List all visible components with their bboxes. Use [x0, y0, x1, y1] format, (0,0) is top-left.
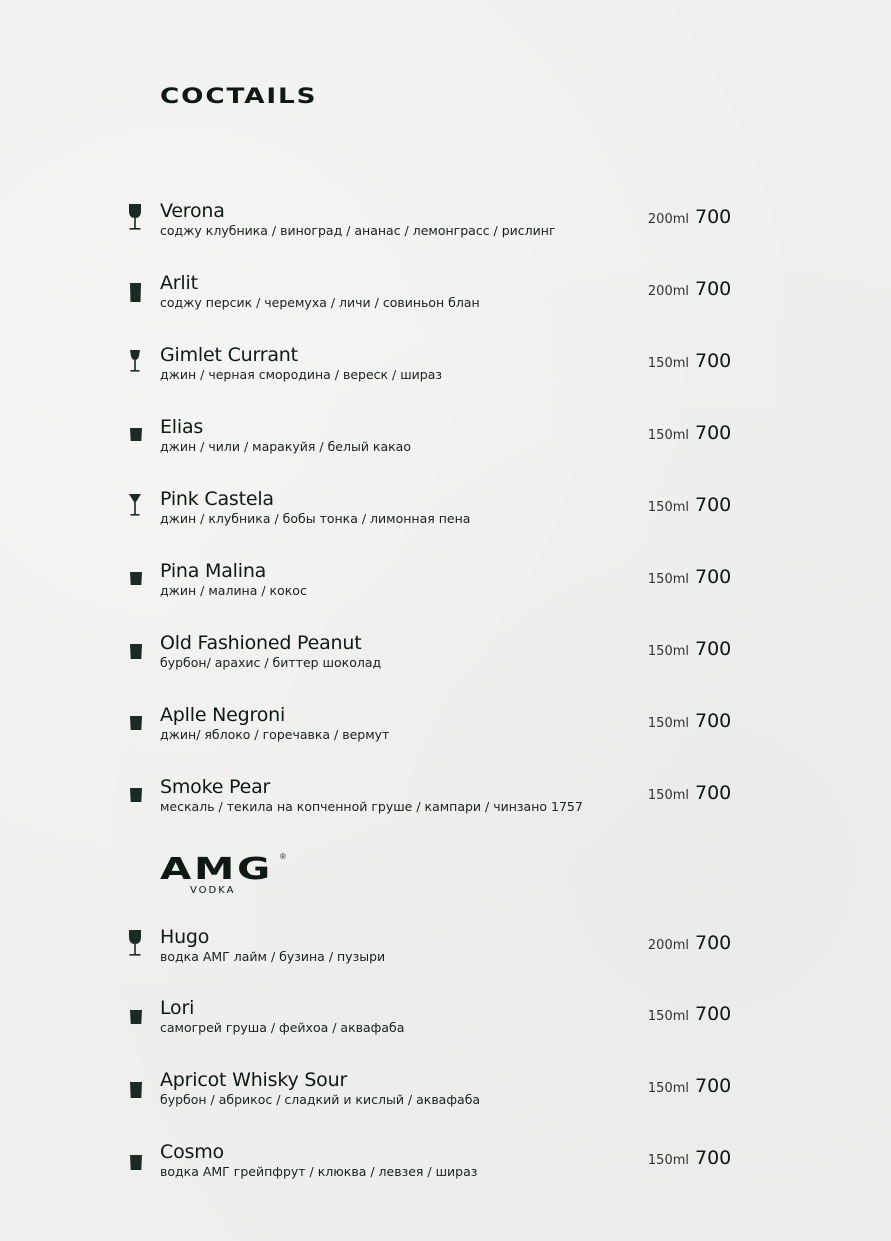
menu-item: [0, 1141, 891, 1191]
menu-item: [0, 200, 891, 250]
item-name: Smoke Pear: [160, 776, 271, 798]
item-volume: 150ml: [647, 572, 689, 587]
item-price: 700: [695, 350, 732, 372]
item-price: 700: [695, 638, 732, 660]
rocks-glass-icon: [126, 632, 146, 666]
item-volume: 150ml: [647, 428, 689, 443]
section-title-cocktails: COCTAILS: [160, 84, 318, 108]
item-description: мескаль / текила на копченной груше / кампари / чинзано 1757: [160, 799, 583, 814]
item-name: Pink Castela: [160, 488, 274, 510]
wine-glass-icon: [126, 344, 146, 378]
item-volume: 200ml: [647, 938, 689, 953]
item-name: Cosmo: [160, 1141, 224, 1163]
amg-vodka-logo: [160, 852, 290, 900]
item-description: водка АМГ грейпфрут / клюква / левзея / шираз: [160, 1164, 478, 1179]
item-volume: 150ml: [647, 356, 689, 371]
menu-item: [0, 704, 891, 754]
rocks-glass-icon: [126, 1141, 146, 1175]
item-price: 700: [695, 278, 732, 300]
rocks-glass-icon: [126, 560, 146, 594]
item-description: джин/ яблоко / горечавка / вермут: [160, 727, 390, 742]
wine-glass-icon: [126, 926, 146, 960]
item-volume: 150ml: [647, 500, 689, 515]
item-price: 700: [695, 1003, 732, 1025]
item-price: 700: [695, 566, 732, 588]
item-price: 700: [695, 782, 732, 804]
item-description: водка АМГ лайм / бузина / пузыри: [160, 949, 386, 964]
menu-item: [0, 926, 891, 976]
item-description: джин / малина / кокос: [160, 583, 307, 598]
item-name: Verona: [160, 200, 225, 222]
rocks-glass-icon: [126, 1069, 146, 1103]
wine-glass-icon: [126, 200, 146, 234]
item-name: Gimlet Currant: [160, 344, 298, 366]
item-price: 700: [695, 206, 732, 228]
item-volume: 150ml: [647, 644, 689, 659]
amg-sub-text: VODKA: [190, 885, 236, 896]
rocks-glass-icon: [126, 997, 146, 1031]
menu-item: [0, 272, 891, 322]
highball-glass-icon: [126, 272, 146, 306]
item-name: Hugo: [160, 926, 210, 948]
item-description: самогрей груша / фейхоа / аквафаба: [160, 1020, 405, 1035]
item-description: бурбон / абрикос / сладкий и кислый / аквафаба: [160, 1092, 481, 1107]
item-name: Old Fashioned Peanut: [160, 632, 362, 654]
item-price: 700: [695, 932, 732, 954]
item-name: Arlit: [160, 272, 198, 294]
item-volume: 200ml: [647, 212, 689, 227]
item-name: Pina Malina: [160, 560, 267, 582]
item-description: джин / чили / маракуйя / белый какао: [160, 439, 411, 454]
rocks-glass-icon: [126, 776, 146, 810]
item-description: джин / клубника / бобы тонка / лимонная пена: [160, 511, 471, 526]
item-name: Apricot Whisky Sour: [160, 1069, 348, 1091]
item-price: 700: [695, 1075, 732, 1097]
item-name: Elias: [160, 416, 204, 438]
item-name: Aplle Negroni: [160, 704, 286, 726]
menu-item: [0, 632, 891, 682]
item-price: 700: [695, 494, 732, 516]
menu-item: [0, 1069, 891, 1119]
item-description: соджу клубника / виноград / ананас / лемонграсс / рислинг: [160, 223, 556, 238]
item-price: 700: [695, 710, 732, 732]
item-description: джин / черная смородина / вереск / шираз: [160, 367, 443, 382]
item-price: 700: [695, 422, 732, 444]
menu-item: [0, 344, 891, 394]
menu-item: [0, 560, 891, 610]
menu-item: [0, 488, 891, 538]
coupe-glass-icon: [126, 488, 146, 522]
item-volume: 200ml: [647, 284, 689, 299]
registered-mark: ®: [280, 852, 286, 861]
item-volume: 150ml: [647, 788, 689, 803]
item-volume: 150ml: [647, 1153, 689, 1168]
item-volume: 150ml: [647, 1009, 689, 1024]
menu-item: [0, 997, 891, 1047]
menu-item: [0, 416, 891, 466]
item-description: соджу персик / черемуха / личи / совиньон блан: [160, 295, 480, 310]
menu-item: [0, 776, 891, 826]
rocks-glass-icon: [126, 416, 146, 450]
rocks-glass-icon: [126, 704, 146, 738]
item-name: Lori: [160, 997, 195, 1019]
item-description: бурбон/ арахис / биттер шоколад: [160, 655, 382, 670]
item-volume: 150ml: [647, 716, 689, 731]
item-price: 700: [695, 1147, 732, 1169]
amg-brand-text: AMG: [160, 852, 273, 887]
item-volume: 150ml: [647, 1081, 689, 1096]
